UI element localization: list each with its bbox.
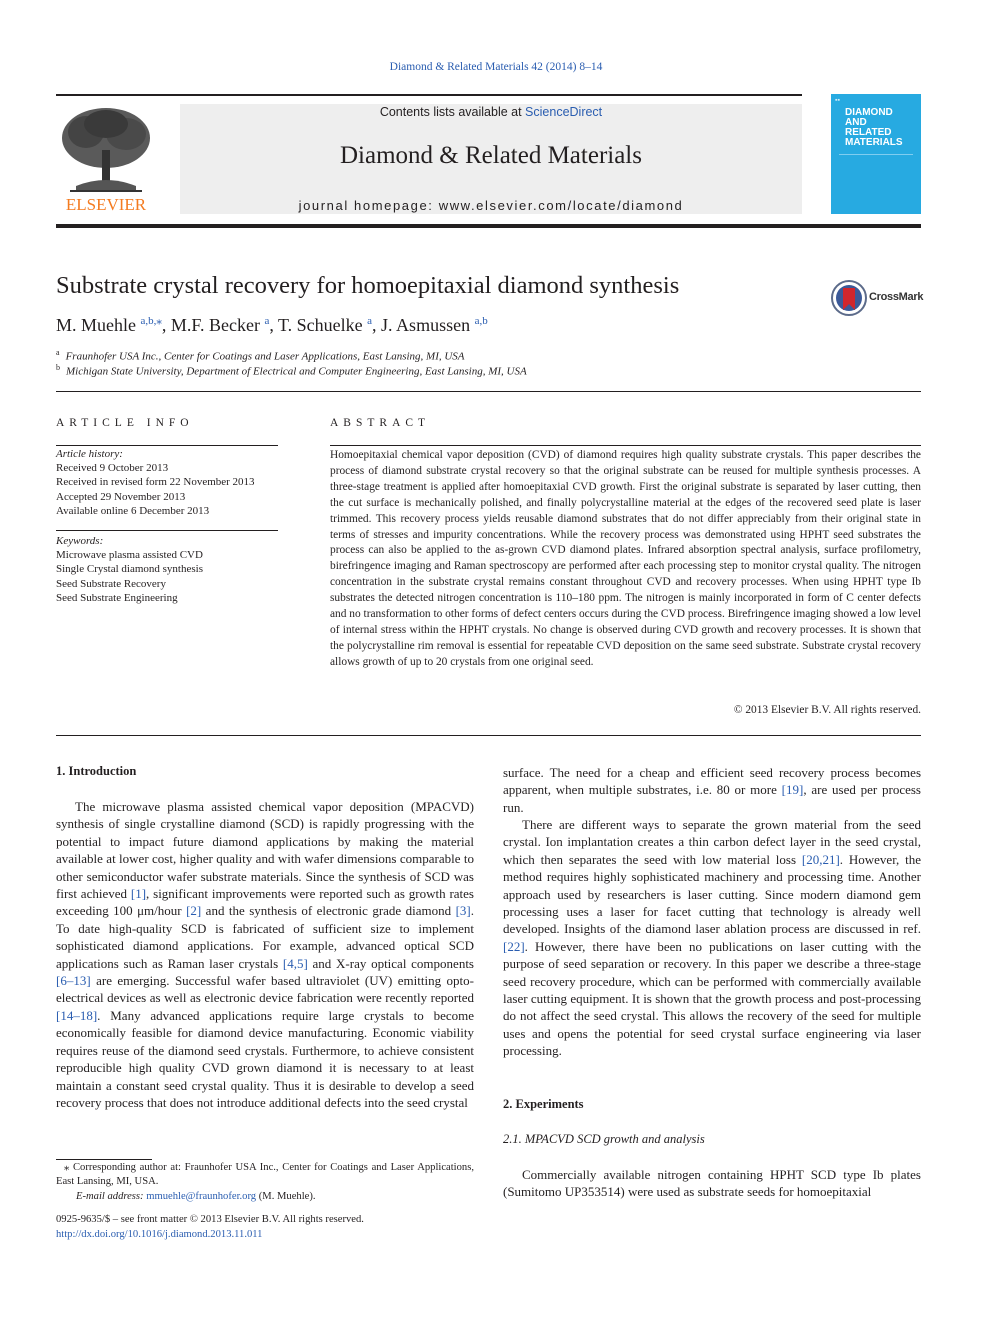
author-name: T. Schuelke xyxy=(278,315,368,335)
text-run: and the synthesis of electronic grade diamond xyxy=(201,903,456,919)
citation-link[interactable]: [6–13] xyxy=(56,973,91,989)
abstract-text: Homoepitaxial chemical vapor deposition (CVD) of diamond requires high quality substrate crystals. This paper describes the process of diamond substrate crystal recovery so that the original substrate can be reused for multiple synthesis processes. A three-stage treatment is applied after homoepitaxial CVD growth. First the original substrate is separated by laser cutting, then the cut surface is mechanically polished, and finally polycrystalline material at the edges of the recovered seed plate is laser trimmed. This recovery process yields reusable diamond substrates that do not differ appreciably from their original state in terms of stresses and impurity concentrations. While the recovery process was demonstrated using HPHT seed substrates the process can also be applied to the as-grown CVD diamond plates. Infrared absorption spectral analysis, surface profilometry, birefringence imaging and Raman spectroscopy are performed after each processing step to monitor crystal quality. The nitrogen concentration in the substrate crystal remains constant throughout CVD and recovery processes. When using HPHT type Ib substrates the detected nitrogen concentration is 110–180 ppm. The nitrogen is mainly incorporated in form of C center defects and no transformation to other forms of defect centers occurs during the CVD process. Birefringence imaging showed a low level of internal stress within the HPHT crystals. No change is observed during CVD growth and recovery processes. It is shown that the polycrystalline rim removal is essential for repeatable CVD deposition on the same seed substrate. Substrate crystal recovery allows growth of up to 20 crystals from one original seed. xyxy=(330,449,921,668)
cover-divider xyxy=(839,154,913,205)
body-paragraph xyxy=(503,816,921,1060)
body-paragraph: Commercially available nitrogen containing HPHT SCD type Ib plates (Sumitomo UP353514) were used as substrate seeds for homoepitaxial xyxy=(503,1167,921,1200)
author-name: M.F. Becker xyxy=(170,315,265,335)
citation-link[interactable]: [3] xyxy=(455,903,471,919)
affiliation-mark: b xyxy=(56,363,60,372)
copyright-notice: © 2013 Elsevier B.V. All rights reserved. xyxy=(733,704,921,716)
author-name: M. Muehle xyxy=(56,315,141,335)
elsevier-wordmark: ELSEVIER xyxy=(65,195,147,214)
doi-link[interactable]: http://dx.doi.org/10.1016/j.diamond.2013.11.011 xyxy=(56,1229,263,1240)
text-run: . Many advanced applications require large crystals to become economically feasible for diamond device manufacturing. Economic viability requires reuse of the diamond seed crystals. Furthermore, to achieve consistent reproducible high quality CVD grown diamond it is necessary to at least maintain a constant seed crystal quality. Thus it is desirable to develop a seed recovery process that does not introduce additional defects into the seed crystal xyxy=(56,1007,474,1110)
email-line xyxy=(56,1190,474,1204)
keyword-item: Seed Substrate Engineering xyxy=(56,591,178,604)
text-run: . However, the method requires highly sophisticated machinery and processing time. Another approach used by researchers is laser cutting. Since modern diamond gem processing uses a laser for facet cutting that technology is already well developed. Insights of the diamond laser ablation process are discussed in ref. xyxy=(503,851,921,937)
journal-title: Diamond & Related Materials xyxy=(339,142,642,169)
section-heading-introduction: 1. Introduction xyxy=(56,764,137,778)
journal-homepage xyxy=(180,198,802,213)
keywords xyxy=(56,534,286,605)
info-rule xyxy=(56,530,278,531)
citation-link[interactable]: [20,21] xyxy=(801,851,840,867)
author-affiliation-mark[interactable]: a xyxy=(367,315,373,327)
author-list xyxy=(56,314,488,336)
history-item: Accepted 29 November 2013 xyxy=(56,490,186,503)
header-thick-rule xyxy=(56,224,921,228)
body-paragraph xyxy=(503,764,921,816)
keyword-item: Microwave plasma assisted CVD xyxy=(56,549,203,562)
text-run: are emerging. Successful wafer based ultraviolet (UV) emitting opto-electrical devices as well as electronic device fabrication were recently reported xyxy=(56,973,474,1006)
text-run: There are different ways to separate the grown material from the seed crystal. Ion implantation creates a thin carbon defect layer in the seed crystal, which then separates the seed with low material loss xyxy=(503,817,921,867)
abstract-rule xyxy=(330,445,921,446)
crossmark-badge[interactable] xyxy=(831,280,926,316)
affiliation-b xyxy=(56,363,527,378)
crossmark-icon xyxy=(831,280,867,316)
journal-cover[interactable] xyxy=(831,94,921,214)
keyword-item: Seed Substrate Recovery xyxy=(56,577,166,590)
issn-line: 0925-9635/$ – see front matter © 2013 Elsevier B.V. All rights reserved. xyxy=(56,1214,364,1225)
article-history xyxy=(56,447,286,518)
citation-link[interactable]: [2] xyxy=(186,903,202,919)
author-affiliation-mark[interactable]: a xyxy=(264,315,270,327)
affiliation-text: Fraunhofer USA Inc., Center for Coatings and Laser Applications, East Lansing, MI, USA xyxy=(65,350,465,363)
citation-link[interactable]: [22] xyxy=(503,938,525,954)
elsevier-logo[interactable] xyxy=(56,104,156,214)
author-name: J. Asmussen xyxy=(381,315,475,335)
contents-line xyxy=(180,105,802,119)
email-suffix: (M. Muehle). xyxy=(256,1190,316,1202)
article-info-heading: ARTICLE INFO xyxy=(56,417,194,429)
body-paragraph xyxy=(56,798,474,1111)
affiliation-a xyxy=(56,348,465,363)
article-title: Substrate crystal recovery for homoepitaxial diamond synthesis xyxy=(56,272,680,299)
keywords-label: Keywords: xyxy=(56,535,104,547)
affiliation-mark: a xyxy=(56,348,60,357)
author-affiliation-mark[interactable]: a,b,⁎ xyxy=(140,315,162,327)
homepage-link[interactable]: www.elsevier.com/locate/diamond xyxy=(438,198,684,213)
text-run: . To date high-quality SCD is fabricated of sufficient size to implement sophisticated diamond applications. For example, advanced optical SCD applications such as Raman laser crystals xyxy=(56,903,474,971)
text-run: and X-ray optical components xyxy=(307,955,474,971)
email-label: E-mail address: xyxy=(76,1190,147,1202)
contents-prefix: Contents lists available at xyxy=(379,105,526,119)
email-link[interactable]: mmuehle@fraunhofer.org xyxy=(146,1190,257,1202)
journal-citation[interactable]: Diamond & Related Materials 42 (2014) 8–14 xyxy=(389,61,603,73)
corresponding-footnote xyxy=(56,1157,474,1204)
crossmark-label: CrossMark xyxy=(869,291,924,303)
citation-link[interactable]: [19] xyxy=(781,782,804,798)
keyword-item: Single Crystal diamond synthesis xyxy=(56,563,203,576)
history-label: Article history: xyxy=(56,448,123,460)
text-run: , are used per process run. xyxy=(503,782,921,815)
info-rule xyxy=(56,445,278,446)
abstract-heading: ABSTRACT xyxy=(330,417,431,429)
author-separator: , xyxy=(161,315,171,335)
citation-link[interactable]: [4,5] xyxy=(282,955,308,971)
cover-mark: ▪▪ xyxy=(835,97,840,104)
author-separator: , xyxy=(372,315,382,335)
author-affiliation-mark[interactable]: a,b xyxy=(474,315,488,327)
author-separator: , xyxy=(269,315,279,335)
history-item: Available online 6 December 2013 xyxy=(56,504,210,517)
cover-title: DIAMOND AND RELATED MATERIALS xyxy=(845,107,903,148)
homepage-prefix: journal homepage: xyxy=(298,198,439,213)
citation-link[interactable]: [1] xyxy=(130,886,147,902)
section-heading-experiments: 2. Experiments xyxy=(503,1097,584,1111)
elsevier-tree-icon xyxy=(56,104,156,214)
text-run: surface. The need for a cheap and efficient seed recovery process becomes apparent, when multiple substrates, i.e. 80 or more xyxy=(503,765,921,798)
text-run: The microwave plasma assisted chemical vapor deposition (MPACVD) synthesis of single crystalline diamond (SCD) is rapidly progressing with the potential to impact future diamond applications by making the material available at lower cost, higher quality and with wafer dimensions comparable to other semiconductor wafer substrate materials. Since the synthesis of SCD was first achieved xyxy=(56,799,474,902)
section-rule xyxy=(56,735,921,736)
section-rule xyxy=(56,391,921,392)
text-run: , significant improvements were reported such as growth rates exceeding 100 μm/hour xyxy=(56,886,474,919)
text-run: . However, there have been no publications on laser cutting with the purpose of seed separation or recovery. In this paper we describe a three-stage seed recovery procedure, which can be performed with commercially available laser cutting equipment. It is shown that the growth process and post-processing do not affect the seed crystal. This allows the recovery of the seed for multiple uses and opens the potential for seed crystal surface engineering via laser processing. xyxy=(503,938,921,1059)
corresponding-author: ⁎ Corresponding author at: Fraunhofer USA Inc., Center for Coatings and Laser Applications, East Lansing, MI, USA. xyxy=(56,1162,474,1188)
history-item: Received 9 October 2013 xyxy=(56,462,169,475)
header-rule xyxy=(56,94,802,96)
affiliation-text: Michigan State University, Department of Electrical and Computer Engineering, East Lansing, MI, USA xyxy=(66,365,527,378)
subsection-heading: 2.1. MPACVD SCD growth and analysis xyxy=(503,1132,705,1146)
history-item: Received in revised form 22 November 2013 xyxy=(56,476,255,489)
sciencedirect-link[interactable]: ScienceDirect xyxy=(525,105,603,119)
citation-link[interactable]: [14–18] xyxy=(56,1007,98,1023)
